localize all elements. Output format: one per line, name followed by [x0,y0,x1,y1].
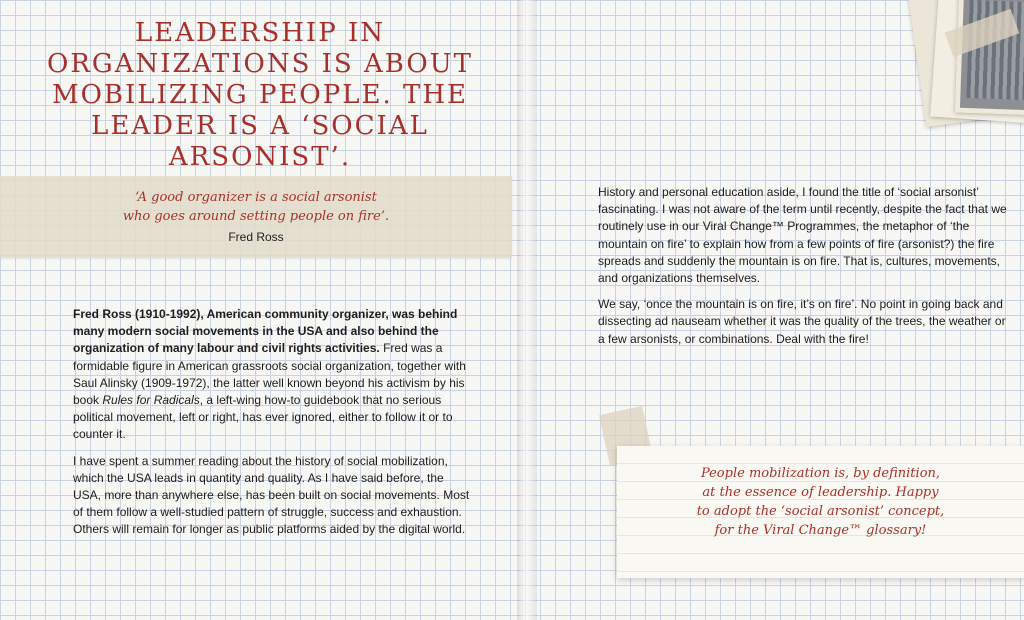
note-line: for the Viral Change™ glossary! [714,523,927,538]
note-line: People mobilization is, by definition, [700,466,941,481]
body-paragraph: We say, ‘once the mountain is on fire, it’s on fire’. No point in going back and dissecting ad nauseam whether it was the quality of the trees, the weather or a few arsonists, or combinations. Deal with the fire! [598,297,1006,346]
bold-lead: Fred Ross (1910-1992), American community organizer, was behind many modern social movements in the USA and also behind the organization of many labour and civil rights activities. [73,307,458,356]
quote-author: Fred Ross [228,230,284,244]
right-body-text [598,184,1008,357]
pull-quote [0,188,512,226]
body-paragraph: I have spent a summer reading about the history of social mobilization, which the USA leads in quantity and quality. As I have said before, the USA, more than anywhere else, has been built on social movements. Most of them follow a well-studied pattern of struggle, success and exhaustion. Others will remain for longer as public platforms aided by the digital world. [73,453,470,537]
note-card [617,446,1024,578]
body-text: , a left-wing how-to guidebook that no serious political movement, left or right, has ever ignored, either to follow it or to counter it. [73,393,453,442]
pull-quote-line: ‘A good organizer is a social arsonist [135,190,377,205]
body-paragraph [73,306,475,444]
note-line: to adopt the ‘social arsonist’ concept, [696,504,945,519]
body-text: Fred was a formidable figure in American grassroots social organization, together with Saul Alinsky (1909-1972), the latter well known beyond his activism by his book [73,341,466,408]
note-line: at the essence of leadership. Happy [702,485,939,500]
right-page [537,0,1024,620]
pull-quote-line: who goes around setting people on fire’. [122,209,390,224]
headline: LEADERSHIP IN ORGANIZATIONS IS ABOUT MOBILIZING PEOPLE. THE LEADER IS A ‘SOCIAL ARSONIST’. [47,18,473,172]
page-gutter [517,0,537,620]
book-title: Rules for Radicals [102,393,200,408]
body-paragraph: History and personal education aside, I found the title of ‘social arsonist’ fascinating. I was not aware of the term until recently, despite the fact that we routinely use in our Viral Change™ Programmes, the metaphor of ‘the mountain on fire’ to explain how from a few points of fire (arsonist?) the fire spreads and suddenly the mountain is on fire. That is, cultures, movements, and organizations themselves. [598,185,1007,286]
left-body-text [73,306,475,548]
note-text [617,464,1024,540]
quote-tape [0,176,512,258]
